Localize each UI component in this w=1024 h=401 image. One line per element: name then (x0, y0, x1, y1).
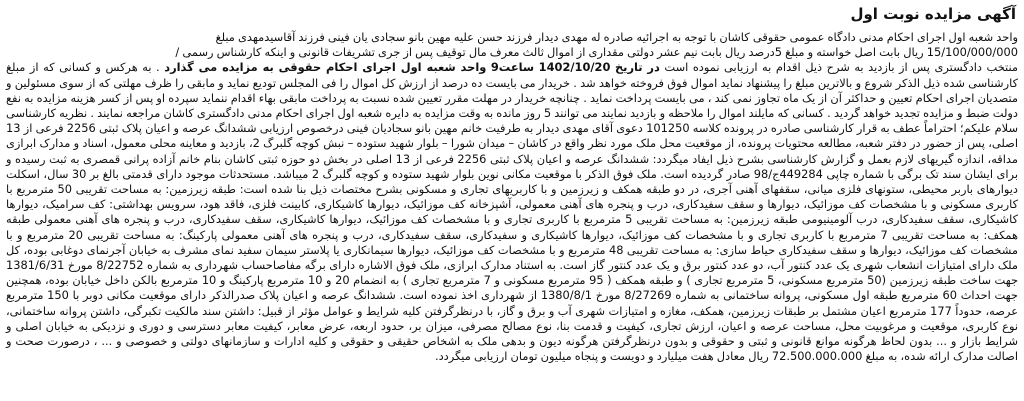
date-label: در تاریخ (614, 60, 660, 75)
auction-notice (4, 0, 1020, 401)
header-line: واحد شعبه اول اجرای احکام مدنی دادگاه عمومی حقوقی کاشان با توجه به اجرائیه صادره له مهدی دیدار فرزند حسن علیه مهین بانو سجادی یان فینی فرزند آقاسیدمهدی مبلغ (215, 30, 1018, 44)
notice-main-paragraph (6, 60, 1018, 364)
date-value: 1402/10/20 (538, 60, 611, 75)
notice-title: آگهی مزایده نوبت اول (850, 5, 1016, 23)
valuation-text: مبلغ 72.500.000.000 ریال معادل هفت میلیارد و دویست و پنجاه میلیون تومان ارزیابی میگردد. (434, 349, 885, 364)
unit-label: واحد شعبه اول اجرای احکام حقوقی به مزایده می گذارد (164, 60, 487, 75)
time-label: ساعت9 (490, 60, 535, 75)
amount-line: 15/100/000/000 ریال بابت اصل خواسته و مبلغ 5درصد ریال بابت نیم عشر دولتی مقداری از اموال ثالث معرف مال توقیف پس از جری تشریفات قانونی و اینکه کارشناس رسمی / (175, 45, 1018, 60)
notice-body (4, 30, 1020, 364)
paragraph-body: . به هرکس و کسانی که از مبلغ کارشناسی شده ذیل الذکر شروع و بالاترین مبلغ را پیشنهاد نماید اموال فوق فروخته خواهد شد . خریدار می بایست ده درصد از ارزش کل اموال را فی المجلس تودیع نماید و مابقی را ظرف مهلتی که از سوی مسئولین و متصدیان اجرای احکام تعیین و حداکثر آن از یک ماه تجاوز نمی کند ، می بایست پرداخت نماید . چنانچه خریدار در مهلت مقرر تعیین شده نسبت به پرداخت مابقی بهاء اقدام ننماید سپرده او پس از کسر هزینه مزایده به نفع دولت ضبط و مزایده تجدید خواهد گردید . کسانی که مایلند اموال را ملاحظه و بازدید نمایند می توانند 5 روز مانده به وقت مزایده به دایره شعبه اول اجرای احکام مدنی دادگستری کاشان مراجعه نمایند . نظریه کارشناسی سلام علیکم؛ احتراماً عطف به قرار کارشناسی صادره در پرونده کلاسه 101250 دعوی آقای مهدی دیدار به طرفیت خانم مهین بانو سجادیان فینی درخصوص ارزیابی ششدانگ عرصه و اعیان پلاک ثبتی 2256 فرعی از 13 اصلی، پس از حضور در دفتر شعبه، مطالعه محتویات پرونده، از موقعیت محل ملک مورد نظر واقع در کاشان – میدان شورا – بلوار شهید ستوده – نبش کوچه گلبرگ 2، بازدید و معاینه محلی معمول، اسناد و مدارک ابرازی مداقه، اندازه گیریهای لازم بعمل و گزارش کارشناسی بشرح ذیل ایفاد میگردد: ششدانگ عرصه و اعیان پلاک ثبتی 2256 فرعی از 13 اصلی در بخش دو حوزه ثبتی کاشان بنام خانم آزاده پرانی قمصری به ثبت رسیده و برای ایشان سند تک برگی با شماره چاپی 449284ج/98 صادر گردیده است. ملک فوق الذکر با موقعیت مکانی نوین بلوار شهید ستوده و کوچه گلبرگ 2 میباشد. مستحدثات موجود دارای قدمتی بالغ بر 30 سال، اسکلت دیوارهای باربر محیطی، ستونهای فلزی میانی، سقفهای آهنی آجری، در دو طبقه همکف و زیرزمین و با کاربریهای تجاری و مسکونی بشرح مختصات ذیل بنا شده است: طبقه زیرزمین: به مساحت تقریبی 50 مترمربع با کاربری مسکونی و با مشخصات کف موزائیک، دیوارها و سقف سفیدکاری، درب و پنجره های آهنی معمولی، آشپزخانه کف موزائیک، دیوارها کاشیکاری، کابینت فلزی، فاقد هود، سرویس بهداشتی: کف سرامیک، دیوارها کاشیکاری، سقف سفیدکاری، درب آلومینیومی طبقه زیرزمین: به مساحت تقریبی 5 مترمربع با کاربری تجاری و با مشخصات کف موزائیک، دیوارها کاشیکاری، سقف سفیدکاری، درب و پنجره های آهنی معمولی طبقه همکف: به مساحت تقریبی 7 مترمربع با کاربری تجاری و با مشخصات کف موزائیک، دیوارها کاشیکاری و سفیدکاری، سقف سفیدکاری، درب و پنجره های آهنی معمولی پارکینگ: به مساحت تقریبی 20 مترمربع و با مشخصات کف موزائیک، دیوارها و سقف سفیدکاری حیاط سازی: به مساحت تقریبی 48 مترمربع و با مشخصات کف موزائیک، دیوارها سیمانکاری یا پلاستر سیمان سفید نمای مشرف به خیابان آجرنمای دوغابی بوده، کل ملک دارای امتیازات انشعاب شهری یک عدد کنتور آب، دو عدد کنتور برق و یک عدد کنتور گاز است. به استناد مدارک ابرازی، ملک فوق الاشاره دارای برگه مفاصاحساب شهرداری به شماره 8/22752 مورخ 1381/6/31 جهت ساخت طبقه زیرزمین (50 مترمربع مسکونی، 5 مترمربع تجاری ) و طبقه همکف ( 95 مترمربع مسکونی و 7 مترمربع تجاری ) به انضمام 20 و 10 مترمربع پارکینگ و 10 مترمربع بالکن داخل خیابان بوده، همچنین جهت احداث 60 مترمربع طبقه اول مسکونی، پروانه ساختمانی به شماره 8/27269 مورخ 1380/8/1 از شهرداری اخذ نموده است. ششدانگ عرصه و اعیان پلاک صدرالذکر دارای موقعیت مکانی دوبر با 150 مترمربع عرصه، حدوداً 177 مترمربع اعیان مشتمل بر طبقات زیرزمین، همکف، مغازه و امتیازات شهری آب و برق و گاز، با درنظرگرفتن کلیه شرایط و عوامل مؤثر از قبیل: داشتن سند مالکیت تکبرگی، داشتن پروانه ساختمانی، نوع کاربری، موقعیت و مرغوبیت محل، مساحت عرصه و اعیان، ارزش تجاری، کیفیت و قدمت بنا، نوع مصالح مصرفی، میزان بر، حدود اربعه، عرض معابر، کیفیت معابر دسترسی و دوری و نزدیکی به خیابان اصلی و شرایط بازار و ... بدون لحاظ هرگونه موانع قانونی و ثبتی و حقوقی و بدون درنظرگرفتن هرگونه دیون و بدهی ملک به اشخاص حقیقی و حقوقی و کلیه ادارات و سازمانهای دولتی و خصوصی و ... ، درصورت صحت و اصالت مدارک ارائه شده، به (6, 60, 1019, 364)
paragraph-intro: منتخب دادگستری پس از بازدید به شرح ذیل اقدام به ارزیابی نموده است (664, 60, 1019, 75)
